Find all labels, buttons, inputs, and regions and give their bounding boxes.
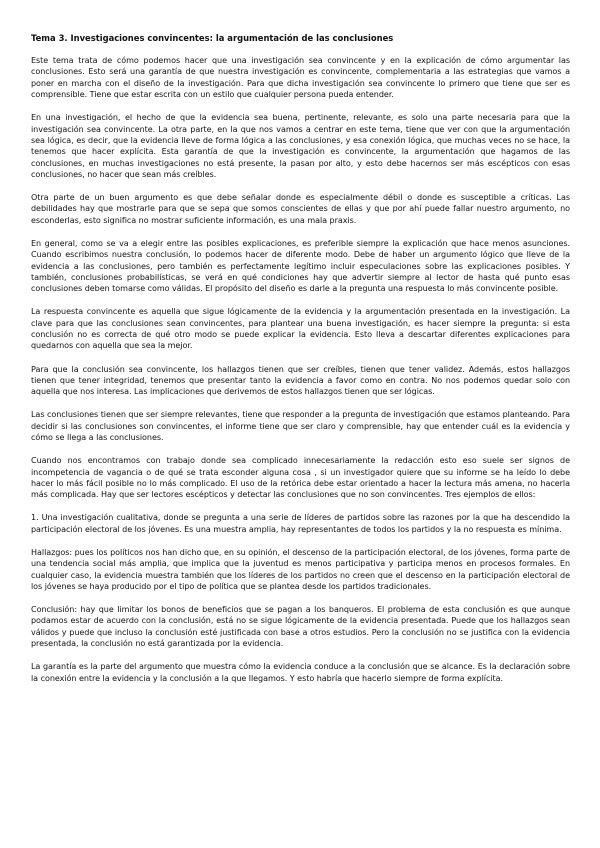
paragraph-relevance: Las conclusiones tienen que ser siempre relevantes, tiene que responder a la pregunta de investigación que estamos planteando. Para decidir si las conclusiones son convincentes, el informe tiene que ser claro y comprensible, hay que entender cuál es la evidencia y cómo se llega a las conclusiones.	[31, 410, 570, 443]
paragraph-example-1: 1. Una investigación cualitativa, donde se pregunta a una serie de líderes de partidos sobre las razones por la que ha descendido la participación electoral de los jóvenes. Es una muestra amplia, hay representantes de todos los partidos y la no respuesta es mínima.	[31, 513, 570, 534]
paragraph-weaknesses: Otra parte de un buen argumento es que debe señalar donde es especialmente débil o donde es susceptible a críticas. Las debilidades hay que mostrarle para que se sepa que somos conscientes de ellas y que por ahí puede fallar nuestro argumento, no esconderlas, esto significa no mostrar suficiente información, es una mala praxis.	[31, 193, 570, 225]
paragraph-findings-validity: Para que la conclusión sea convincente, los hallazgos tienen que ser creíbles, tienen que tener validez. Además, estos hallazgos tienen que tener integridad, tenemos que presentar tanto la evidencia a favor como en contra. No nos podemos quedar solo con aquella que nos interesa. Las implicaciones que derivemos de estos hallazgos tienen que ser lógicas.	[31, 364, 570, 397]
paragraph-conclusion: Conclusión: hay que limitar los bonos de beneficios que se pagan a los banqueros. El problema de esta conclusión es que aunque podamos estar de acuerdo con la conclusión, está no se sigue lógicamente de la evidencia presentada. Puede que los hallazgos sean válidos y puede que incluso la conclusión esté justificada con base a otros estudios. Pero la conclusión no se justifica con la evidencia presentada, la conclusión no está garantizada por la evidencia.	[31, 605, 570, 649]
paragraph-convincing-answer: La respuesta convincente es aquella que sigue lógicamente de la evidencia y la argumentación presentada en la investigación. La clave para que las conclusiones sean convincentes, para plantear una buena investigación, es hacer siempre la pregunta: si esta conclusión no es correcta de qué otro modo se puede explicar la evidencia. Esto lleva a descartar diferentes explicaciones para quedarnos con aquella que sea la mejor.	[31, 307, 570, 351]
document-title: Tema 3. Investigaciones convincentes: la argumentación de las conclusiones	[31, 33, 394, 43]
paragraph-evidence: En una investigación, el hecho de que la evidencia sea buena, pertinente, relevante, es solo una parte necesaria para que la investigación sea convincente. La otra parte, en la que nos vamos a centrar en este tema, tiene que ver con que la argumentación sea lógica, es decir, que la evidencia lleve de forma lógica a las conclusiones, y esa conexión lógica, que muchas veces no se hace, la tenemos que hacer explícita. Esta garantía de que la investigación es convincente, la argumentación que hagamos de las conclusiones, en muchas investigaciones no está presente, la pasan por alto, y esto debe hacernos ser más escépticos con esas conclusiones, no hacer que sean más creíbles.	[31, 113, 570, 179]
paragraph-garantia: La garantía es la parte del argumento que muestra cómo la evidencia conduce a la conclusión que se alcance. Es la declaración sobre la conexión entre la evidencia y la conclusión a la que llegamos. Y esto habría que hacerlo siempre de forma explícita.	[31, 662, 570, 683]
paragraph-clarity: Cuando nos encontramos con trabajo donde sea complicado innecesariamente la redacción esto eso suele ser signos de incompetencia de vagancia o de qué se trata esconder alguna cosa , si un investigador quiere que su informe se ha leído lo debe hacer lo más fácil posible no lo más complicado. El uso de la retórica debe estar orientado a hacer la lectura más amena, no hacerla más complicada. Hay que ser lectores escépticos y detectar las conclusiones que no son convincentes. Tres ejemplos de ellos:	[31, 456, 570, 500]
paragraph-explanations: En general, como se va a elegir entre las posibles explicaciones, es preferible siempre la explicación que hace menos asunciones. Cuando escribimos nuestra conclusión, lo podemos hacer de diferente modo. Debe de haber un argumento lógico que lleve de la evidencia a las conclusiones, pero también es perfectamente legítimo incluir especulaciones sobre las explicaciones posibles. Y también, conclusiones probabilísticas, se verá en qué condiciones hay que advertir siempre al lector de hasta qué punto esas conclusiones deben tomarse como válidas. El propósito del diseño es darle a la pregunta una respuesta lo más convincente posible.	[31, 238, 570, 294]
paragraph-intro: Este tema trata de cómo podemos hacer que una investigación sea convincente y en la explicación de cómo argumentar las conclusiones. Esto será una garantía de que nuestra investigación es convincente, complementaria a las estrategias que vamos a poner en marcha con el diseño de la investigación. Para que dicha investigación sea convincente lo primero que tiene que ser es comprensible. Tiene que estar escrita con un estilo que cualquier persona pueda entender.	[31, 56, 570, 100]
paragraph-hallazgos: Hallazgos: pues los políticos nos han dicho que, en su opinión, el descenso de la participación electoral, de los jóvenes, forma parte de una tendencia social más amplia, que implica que la juventud es menos participativa y participa menos en procesos formales. En cualquier caso, la evidencia muestra también que los líderes de los partidos no creen que el descenso en la participación electoral de los jóvenes se haya producido por el tipo de política que se plantea desde los partidos tradicionales.	[31, 547, 570, 591]
